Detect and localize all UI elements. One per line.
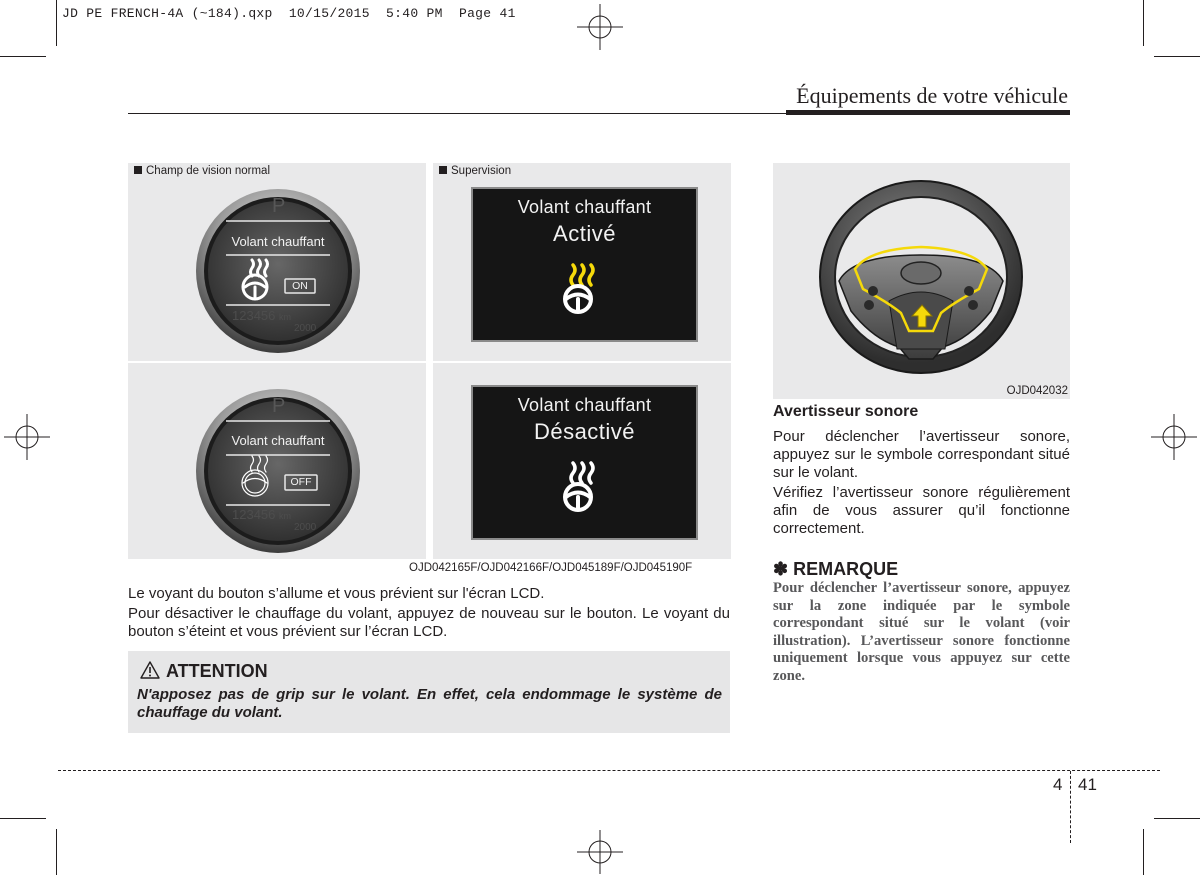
attention-box bbox=[128, 651, 730, 733]
page-number: 41 bbox=[1078, 775, 1097, 794]
lcd-screen bbox=[471, 187, 698, 342]
registration-mark-icon bbox=[1151, 414, 1197, 460]
crop-mark bbox=[0, 818, 46, 819]
panel-caption-text: Supervision bbox=[451, 165, 512, 177]
steering-wheel-illustration bbox=[773, 163, 1070, 399]
attention-heading bbox=[140, 661, 268, 682]
cluster-letter: P bbox=[272, 195, 286, 217]
odometer-ghost-2: 2000 bbox=[294, 522, 317, 533]
header-rule-bar bbox=[786, 110, 1070, 115]
chapter-number: 4 bbox=[1053, 775, 1063, 794]
figure-panel-lcd-inactive bbox=[433, 363, 731, 559]
cluster-gauge bbox=[128, 363, 426, 559]
print-slug: JD PE FRENCH-4A (~184).qxp 10/15/2015 5:40 PM Page 41 bbox=[62, 6, 516, 21]
note-heading: ✽ REMARQUE bbox=[773, 559, 899, 579]
lcd-status: Désactivé bbox=[533, 419, 636, 444]
lcd-title: Volant chauffant bbox=[517, 395, 652, 415]
figure-panel-normal-on bbox=[128, 163, 426, 361]
footer-divider bbox=[1070, 771, 1071, 843]
section-title: Équipements de votre véhicule bbox=[796, 83, 1068, 108]
registration-mark-icon bbox=[4, 414, 50, 460]
attention-heading-text: ATTENTION bbox=[166, 661, 268, 681]
panel-caption-text: Champ de vision normal bbox=[146, 165, 271, 177]
attention-text: N'apposez pas de grip sur le volant. En effet, cela endommage le système de chauffage du volant. bbox=[137, 686, 722, 721]
horn-paragraph: Pour déclencher l’avertisseur sonore, appuyez sur le symbole correspondant situé sur le volant. bbox=[773, 428, 1070, 481]
heated-steering-icon bbox=[553, 259, 613, 319]
cluster-gauge bbox=[128, 163, 426, 361]
horn-paragraph: Vérifiez l’avertisseur sonore régulièrement afin de vous assurer qu’il fonctionne correctement. bbox=[773, 484, 1070, 537]
lcd-screen bbox=[471, 385, 698, 540]
panel-caption bbox=[439, 165, 511, 177]
lcd-title: Volant chauffant bbox=[517, 197, 652, 217]
footer-rule bbox=[58, 770, 1160, 771]
odometer-ghost: 123456 km bbox=[232, 507, 292, 522]
crop-mark bbox=[0, 56, 46, 57]
cluster-label: Volant chauffant bbox=[231, 433, 325, 448]
figure-panel-steering-wheel bbox=[773, 163, 1070, 399]
off-badge: OFF bbox=[290, 476, 312, 488]
odometer-ghost: 123456 km bbox=[232, 308, 292, 323]
horn-heading: Avertisseur sonore bbox=[773, 403, 919, 420]
body-paragraph: Le voyant du bouton s’allume et vous prévient sur l'écran LCD. bbox=[128, 585, 545, 602]
on-badge: ON bbox=[292, 280, 308, 292]
horn-arrow-icon bbox=[911, 304, 933, 328]
figure-panel-lcd-active bbox=[433, 163, 731, 361]
cluster-label: Volant chauffant bbox=[231, 234, 325, 249]
crop-mark bbox=[1154, 818, 1200, 819]
odometer-ghost-2: 2000 bbox=[294, 323, 317, 334]
note-text: Pour déclencher l’avertisseur sonore, appuyez sur la zone indiquée par le symbole correspondant situé sur le volant (voir illustration). L’avertisseur sonore fonctionne uniquement lorsque vous appuyez sur cette zone. bbox=[773, 580, 1070, 684]
crop-mark bbox=[56, 829, 57, 875]
heated-steering-icon bbox=[553, 457, 613, 517]
crop-mark bbox=[1143, 829, 1144, 875]
body-paragraph: Pour désactiver le chauffage du volant, appuyez de nouveau sur le bouton. Le voyant du bouton s’éteint et vous prévient sur l’écran LCD. bbox=[128, 605, 730, 640]
figure-panel-normal-off bbox=[128, 363, 426, 559]
cluster-letter: P bbox=[272, 395, 286, 417]
figure-code: OJD042032 bbox=[1006, 385, 1068, 397]
warning-triangle-icon bbox=[140, 661, 160, 679]
lcd-status: Activé bbox=[553, 221, 616, 246]
crop-mark bbox=[56, 0, 57, 46]
header-rule bbox=[128, 113, 788, 114]
registration-mark-icon bbox=[577, 4, 623, 50]
figure-code: OJD042165F/OJD042166F/OJD045189F/OJD045190F bbox=[409, 562, 693, 574]
registration-mark-icon bbox=[577, 830, 623, 874]
crop-mark bbox=[1143, 0, 1144, 46]
crop-mark bbox=[1154, 56, 1200, 57]
